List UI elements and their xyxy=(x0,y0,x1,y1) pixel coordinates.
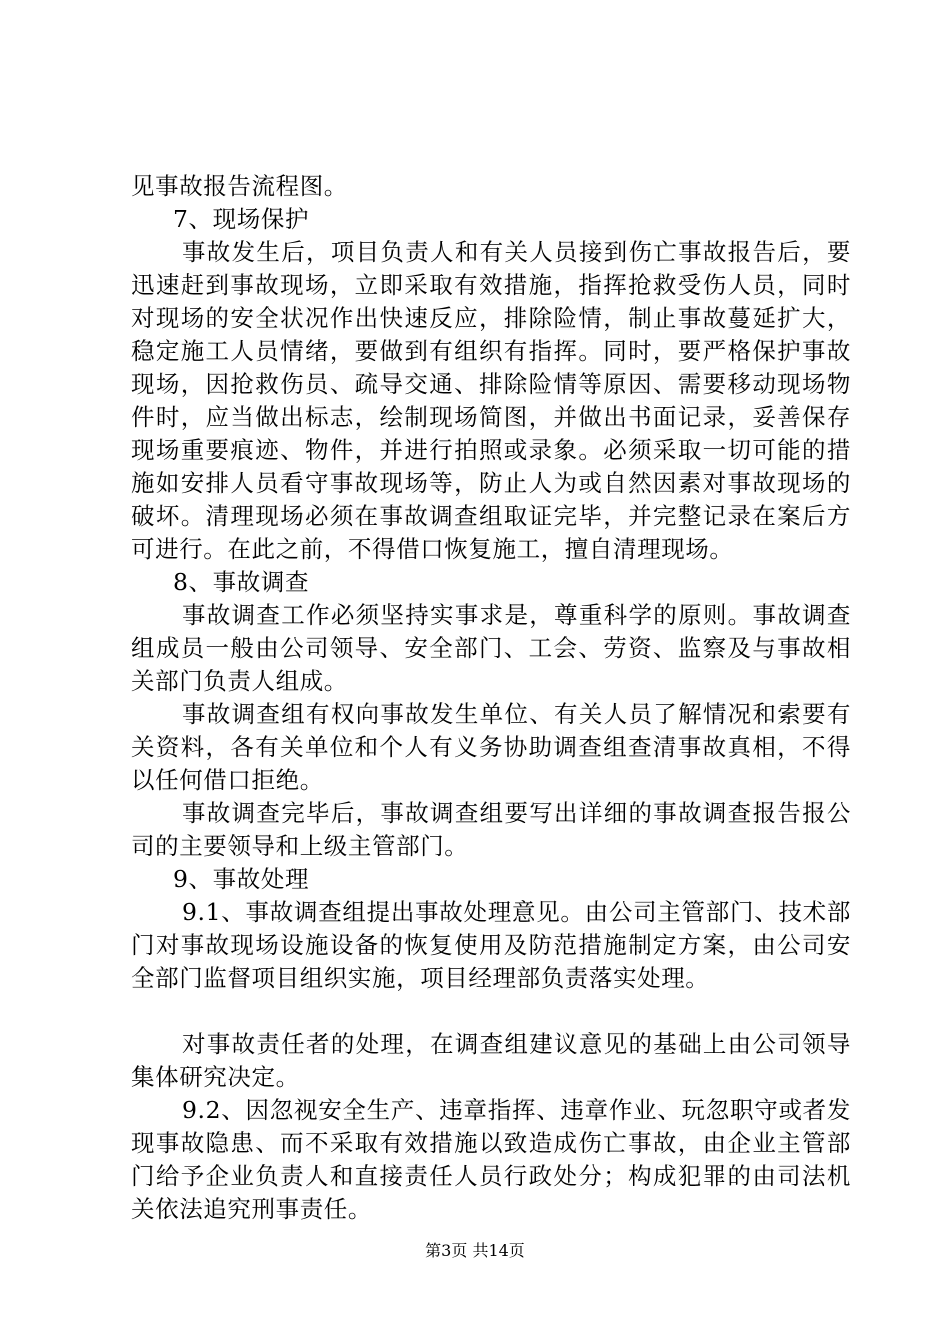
paragraph: 事故调查工作必须坚持实事求是，尊重科学的原则。事故调查组成员一般由公司领导、安全部门、工会、劳资、监察及与事故相关部门负责人组成。 xyxy=(131,601,851,695)
paragraph: 事故调查组有权向事故发生单位、有关人员了解情况和索要有关资料，各有关单位和个人有义务协助调查组查清事故真相，不得以任何借口拒绝。 xyxy=(131,700,851,794)
paragraph: 对事故责任者的处理，在调查组建议意见的基础上由公司领导集体研究决定。 xyxy=(131,1030,851,1091)
section-heading: 9、事故处理 xyxy=(173,865,310,893)
paragraph: 事故发生后，项目负责人和有关人员接到伤亡事故报告后，要迅速赶到事故现场，立即采取有效措施，指挥抢救受伤人员，同时对现场的安全状况作出快速反应，排除险情，制止事故蔓延扩大，稳定施工人员情绪，要做到有组织有指挥。同时，要严格保护事故现场，因抢救伤员、疏导交通、排除险情等原因、需要移动现场物件时，应当做出标志，绘制现场简图，并做出书面记录，妥善保存现场重要痕迹、物件，并进行拍照或录象。必须采取一切可能的措施如安排人员看守事故现场等，防止人为或自然因素对事故现场的破坏。清理现场必须在事故调查组取证完毕，并完整记录在案后方可进行。在此之前，不得借口恢复施工，擅自清理现场。 xyxy=(131,238,851,563)
document-body xyxy=(131,170,851,1226)
paragraph: 见事故报告流程图。 xyxy=(131,172,348,200)
paragraph: 9.1、事故调查组提出事故处理意见。由公司主管部门、技术部门对事故现场设施设备的恢复使用及防范措施制定方案，由公司安全部门监督项目组织实施，项目经理部负责落实处理。 xyxy=(131,898,851,992)
section-heading: 7、现场保护 xyxy=(173,205,310,233)
paragraph: 事故调查完毕后，事故调查组要写出详细的事故调查报告报公司的主要领导和上级主管部门。 xyxy=(131,799,851,860)
paragraph: 9.2、因忽视安全生产、违章指挥、违章作业、玩忽职守或者发现事故隐患、而不采取有效措施以致造成伤亡事故，由企业主管部门给予企业负责人和直接责任人员行政处分；构成犯罪的由司法机关依法追究刑事责任。 xyxy=(131,1096,851,1223)
page-number-footer: 第3页 共14页 xyxy=(425,1241,525,1260)
blank-line xyxy=(131,995,851,1028)
section-heading: 8、事故调查 xyxy=(173,568,310,596)
